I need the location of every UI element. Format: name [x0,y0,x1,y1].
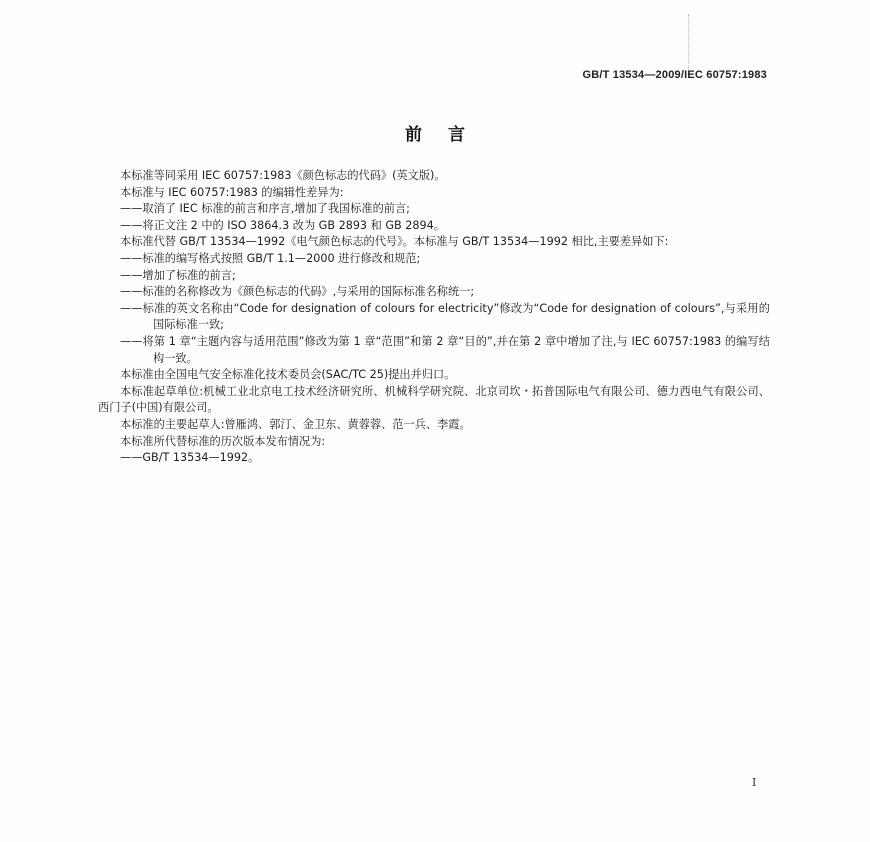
list-item: ——标准的英文名称由“Code for designation of colours for electricity”修改为“Code for designation of colours”,与采用的国际标准一致; [120,301,770,332]
paragraph-drafting-units: 本标准起草单位:机械工业北京电工技术经济研究所、机械科学研究院、北京司坎・拓普国际电气有限公司、德力西电气有限公司、西门子(中国)有限公司。 [98,384,770,415]
paragraph-adoption: 本标准等同采用 IEC 60757:1983《颜色标志的代码》(英文版)。 [120,169,446,182]
list-item: ——增加了标准的前言; [120,268,236,282]
list-item: ——将第 1 章“主题内容与适用范围”修改为第 1 章“范围”和第 2 章“目的”,并在第 2 章中增加了注,与 IEC 60757:1983 的编写结构一致。 [120,334,770,365]
list-item: ——GB/T 13534—1992。 [120,451,260,465]
paragraph-proposer: 本标准由全国电气安全标准化技术委员会(SAC/TC 25)提出并归口。 [120,368,456,382]
page-number: I [752,776,757,789]
scan-artifact [688,14,691,74]
list-item: ——取消了 IEC 标准的前言和序言,增加了我国标准的前言; [120,202,410,216]
list-item: ——标准的名称修改为《颜色标志的代码》,与采用的国际标准名称统一; [120,285,475,299]
paragraph-replacement: 本标准代替 GB/T 13534—1992《电气颜色标志的代号》。本标准与 GB/T 13534—1992 相比,主要差异如下: [120,235,669,249]
list-item: ——标准的编写格式按照 GB/T 1.1—2000 进行修改和规范; [120,251,421,265]
list-item: ——将正文注 2 中的 ISO 3864.3 改为 GB 2893 和 GB 2894。 [120,218,445,232]
standard-code-header: GB/T 13534—2009/IEC 60757:1983 [582,69,767,81]
paragraph-history: 本标准所代替标准的历次版本发布情况为: [120,434,326,448]
paragraph-drafters: 本标准的主要起草人:曾雁鸿、郭汀、金卫东、黄蓉蓉、范一兵、李霞。 [120,417,471,431]
foreword-body [98,168,770,467]
paragraph-editorial-differences: 本标准与 IEC 60757:1983 的编辑性差异为: [120,185,344,199]
page-title: 前言 [405,125,491,145]
